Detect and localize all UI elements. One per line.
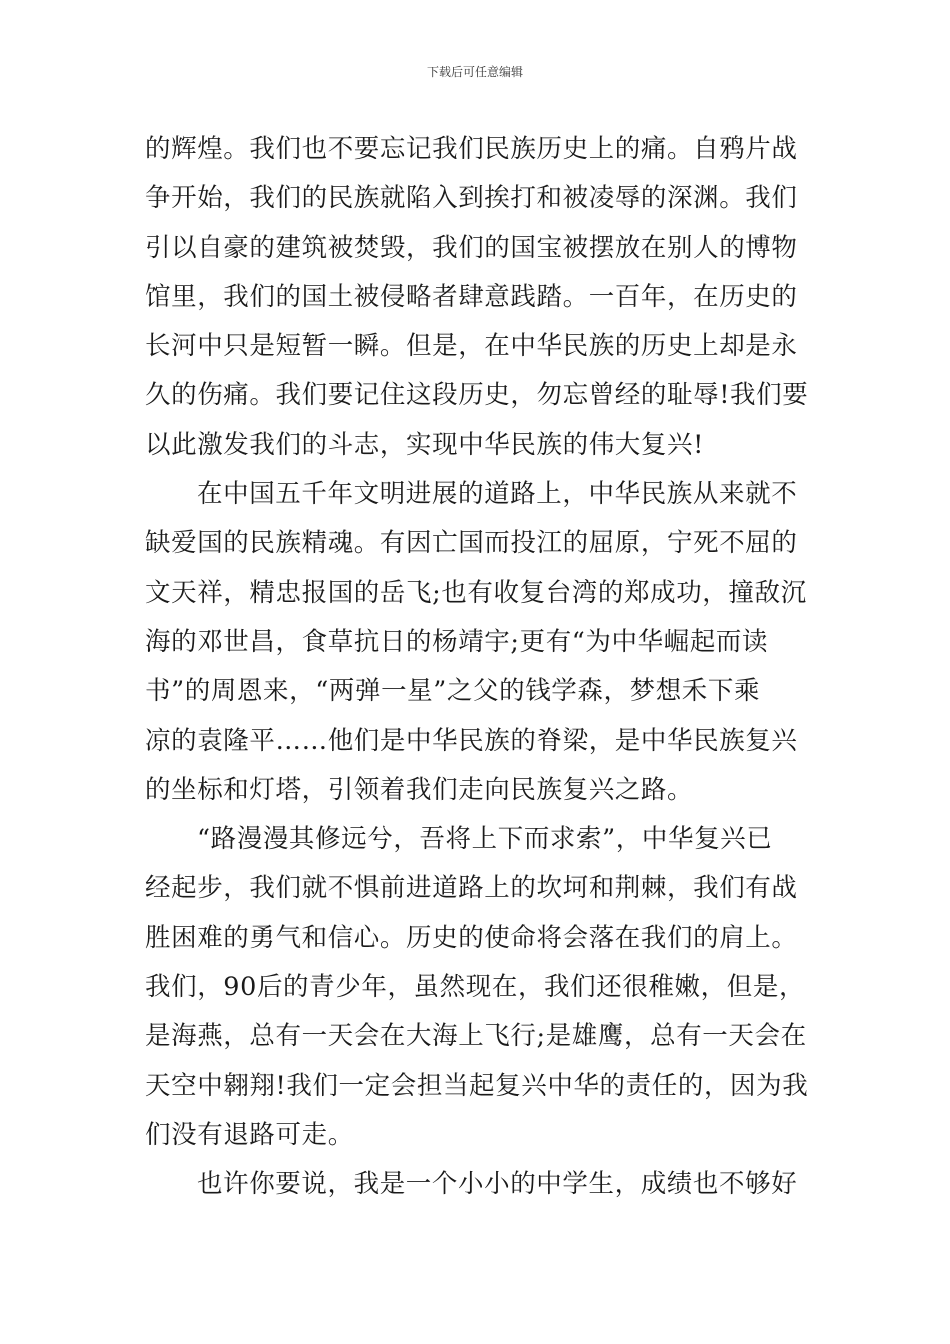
text-line: 经起步，我们就不惧前进道路上的坎坷和荆棘，我们有战 (145, 873, 798, 904)
text-line: 的辉煌。我们也不要忘记我们民族历史上的痛。自鸦片战 (145, 134, 798, 164)
document-body (145, 125, 810, 1210)
page-header-note: 下载后可任意编辑 (426, 65, 523, 79)
text-line: 引以自豪的建筑被焚毁，我们的国宝被摆放在别人的博物 (145, 232, 798, 263)
text-line: 馆里，我们的国土被侵略者肆意践踏。一百年，在历史的 (145, 281, 798, 312)
text-line: 以此激发我们的斗志，实现中华民族的伟大复兴! (145, 429, 704, 460)
text-line: 书”的周恩来，“两弹一星”之父的钱学森，梦想禾下乘 (145, 676, 761, 707)
text-line: 文天祥，精忠报国的岳飞;也有收复台湾的郑成功，撞敌沉 (145, 577, 807, 608)
text-line: 的坐标和灯塔，引领着我们走向民族复兴之路。 (145, 774, 694, 805)
text-line: 胜困难的勇气和信心。历史的使命将会落在我们的肩上。 (145, 922, 798, 953)
paragraph-start-line: 在中国五千年文明进展的道路上，中华民族从来就不 (197, 479, 798, 510)
paragraph-start-line: “路漫漫其修远兮，吾将上下而求索”，中华复兴已 (197, 824, 773, 855)
text-line: 是海燕，总有一天会在大海上飞行;是雄鹰，总有一天会在 (145, 1021, 807, 1052)
text-line: 天空中翱翔!我们一定会担当起复兴中华的责任的，因为我 (145, 1070, 809, 1101)
text-line: 长河中只是短暂一瞬。但是，在中华民族的历史上却是永 (145, 331, 798, 362)
text-line: 久的伤痛。我们要记住这段历史，勿忘曾经的耻辱!我们要 (145, 380, 809, 411)
text-line: 们没有退路可走。 (145, 1119, 354, 1150)
text-line: 我们，90后的青少年，虽然现在，我们还很稚嫩，但是， (145, 972, 806, 1003)
text-line: 凉的袁隆平……他们是中华民族的脊梁，是中华民族复兴 (145, 725, 798, 756)
text-line: 缺爱国的民族精魂。有因亡国而投江的屈原，宁死不屈的 (145, 528, 798, 559)
text-line: 海的邓世昌，食草抗日的杨靖宇;更有“为中华崛起而读 (145, 626, 769, 657)
paragraph-start-line: 也许你要说，我是一个小小的中学生，成绩也不够好 (197, 1169, 798, 1200)
text-line: 争开始，我们的民族就陷入到挨打和被凌辱的深渊。我们 (145, 183, 798, 214)
